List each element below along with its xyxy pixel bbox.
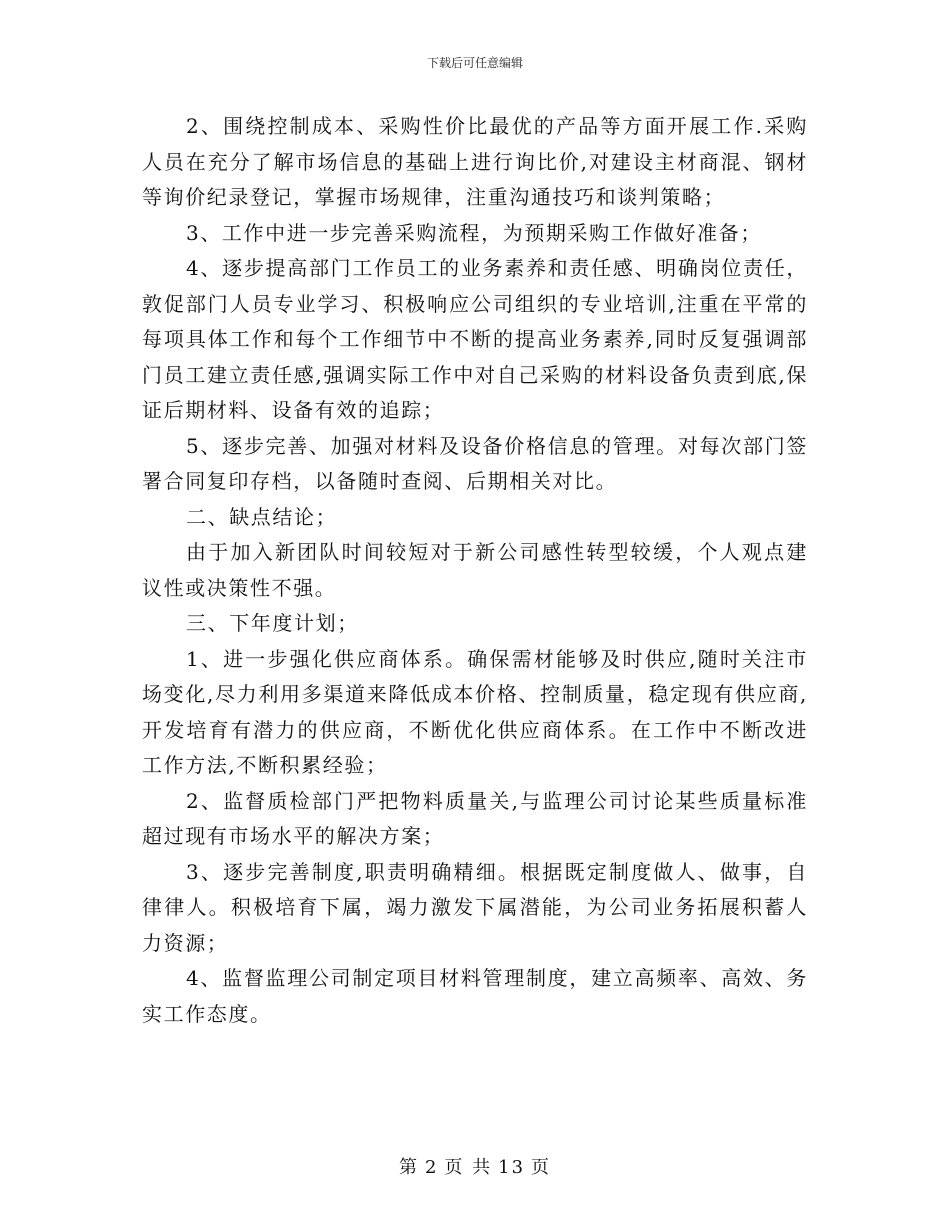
page-header-note: 下载后可任意编辑	[426, 56, 523, 70]
paragraph-plan-suppliers: 1、进一步强化供应商体系。确保需材能够及时供应,随时关注市场变化,尽力利用多渠道来降低成本价格、控制质量，稳定现有供应商,开发培育有潜力的供应商，不断优化供应商体系。在工作中不断改进工作方法,不断积累经验；	[142, 646, 808, 777]
paragraph-plan-quality: 2、监督质检部门严把物料质量关,与监理公司讨论某些质量标准超过现有市场水平的解决方案；	[142, 788, 808, 848]
page-footer	[0, 1153, 950, 1179]
paragraph-plan-system: 3、逐步完善制度,职责明确精细。根据既定制度做人、做事，自律律人。积极培育下属，竭力激发下属潜能，为公司业务拓展积蓄人力资源；	[142, 859, 808, 955]
document-body	[142, 109, 808, 1032]
paragraph-plan-supervision: 4、监督监理公司制定项目材料管理制度，建立高频率、高效、务实工作态度。	[142, 966, 808, 1026]
paragraph-procurement-cost: 2、围绕控制成本、采购性价比最优的产品等方面开展工作.采购人员在充分了解市场信息的基础上进行询比价,对建设主材商混、钢材等询价纪录登记，掌握市场规律，注重沟通技巧和谈判策略；	[142, 114, 808, 209]
section-heading-shortcomings: 二、缺点结论；	[186, 504, 338, 529]
paragraph-procurement-process: 3、工作中进一步完善采购流程，为预期采购工作做好准备；	[186, 220, 762, 245]
footer-suffix: 页	[531, 1157, 552, 1178]
footer-prefix: 第	[398, 1157, 419, 1178]
footer-total-pages: 13	[498, 1157, 526, 1178]
paragraph-shortcomings: 由于加入新团队时间较短对于新公司感性转型较缓，个人观点建议性或决策性不强。	[142, 540, 808, 600]
section-heading-next-year-plan: 三、下年度计划；	[186, 611, 359, 635]
footer-page-number: 2	[424, 1157, 439, 1178]
footer-middle: 页 共	[444, 1157, 493, 1178]
paragraph-staff-quality: 4、逐步提高部门工作员工的业务素养和责任感、明确岗位责任，敦促部门人员专业学习、积极响应公司组织的专业培训,注重在平常的每项具体工作和每个工作细节中不断的提高业务素养,同时反复强调部门员工建立责任感,强调实际工作中对自己采购的材料设备负责到底,保证后期材料、设备有效的追踪；	[142, 256, 808, 422]
paragraph-price-info: 5、逐步完善、加强对材料及设备价格信息的管理。对每次部门签署合同复印存档，以备随时查阅、后期相关对比。	[142, 433, 808, 493]
